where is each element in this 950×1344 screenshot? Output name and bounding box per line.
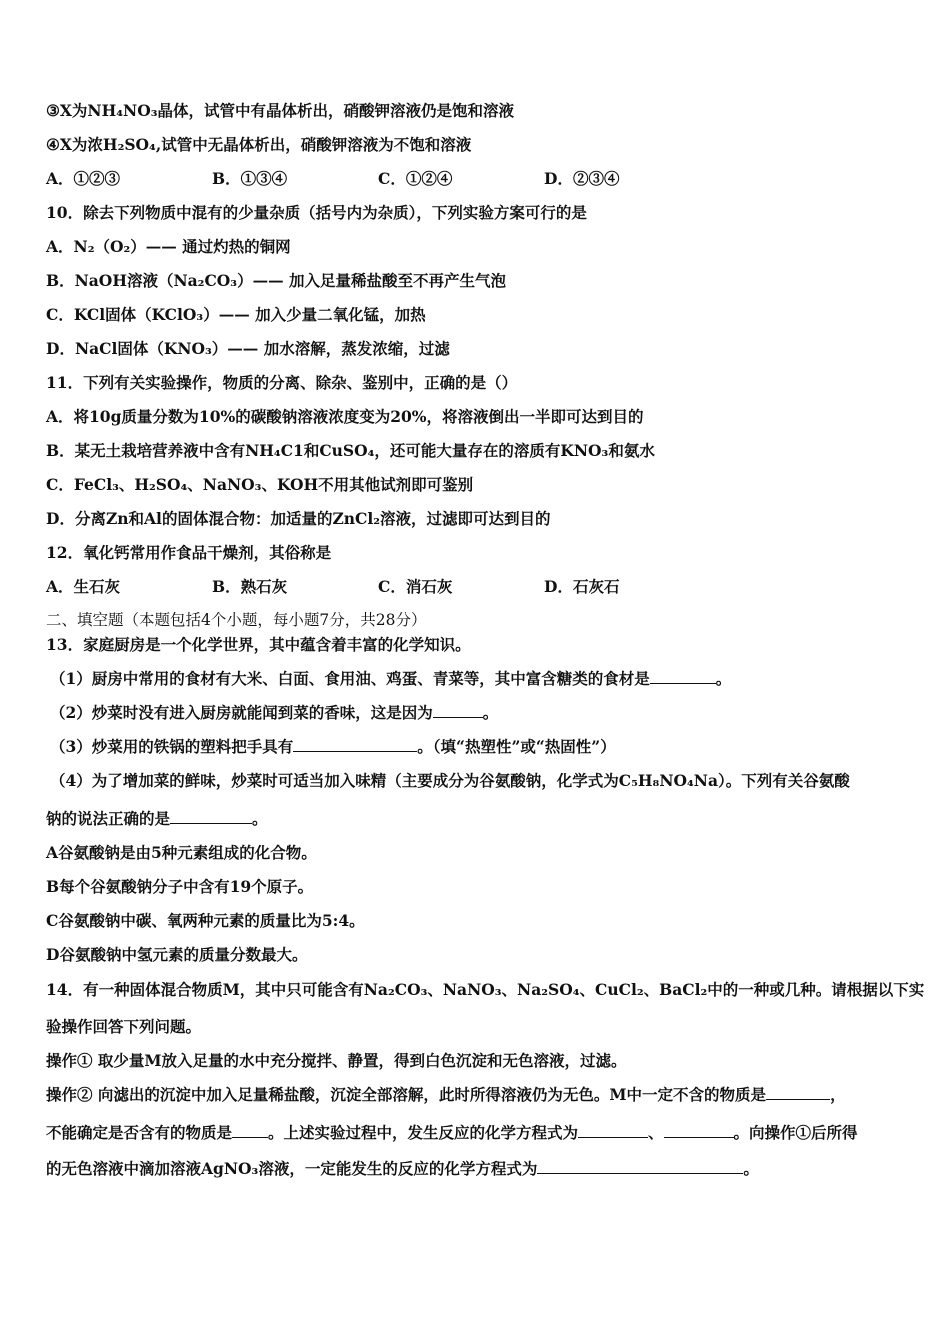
q13-part-1-text: （1）厨房中常用的食材有大米、白面、食用油、鸡蛋、青菜等，其中富含糖类的食材是 bbox=[50, 669, 650, 688]
q9-option-4: ④X为浓H₂SO₄,试管中无晶体析出，硝酸钾溶液为不饱和溶液 bbox=[46, 135, 472, 154]
q13-part-2 bbox=[50, 703, 498, 723]
q14-line-6 bbox=[46, 1159, 759, 1179]
q13-option-b: B每个谷氨酸钠分子中含有19个原子。 bbox=[46, 877, 314, 896]
q13-option-c: C谷氨酸钠中碳、氧两种元素的质量比为5:4。 bbox=[46, 911, 365, 930]
q11-option-d: D．分离Zn和Al的固体混合物：加适量的ZnCl₂溶液，过滤即可达到目的 bbox=[46, 509, 551, 528]
q14-operation-2 bbox=[46, 1085, 846, 1105]
period: 。 bbox=[482, 703, 499, 722]
q11-option-c: C．FeCl₃、H₂SO₄、NaNO₃、KOH不用其他试剂即可鉴别 bbox=[46, 475, 474, 494]
q13-part-2-text: （2）炒菜时没有进入厨房就能闻到菜的香味，这是因为 bbox=[50, 703, 433, 722]
q14-operation-1: 操作① 取少量M放入足量的水中充分搅拌、静置，得到白色沉淀和无色溶液，过滤。 bbox=[46, 1051, 627, 1070]
q14-stem-cont: 验操作回答下列问题。 bbox=[46, 1017, 202, 1036]
q13-part-4-cont bbox=[46, 809, 268, 829]
q9-choice-d: D．②③④ bbox=[544, 169, 620, 188]
q14-line-5 bbox=[46, 1123, 858, 1143]
answer-blank[interactable] bbox=[650, 669, 716, 684]
q10-option-d: D．NaCl固体（KNO₃）—— 加水溶解，蒸发浓缩，过滤 bbox=[46, 339, 450, 358]
q14-stem: 14．有一种固体混合物质M，其中只可能含有Na₂CO₃、NaNO₃、Na₂SO₄、CuCl₂、BaCl₂中的一种或几种。请根据以下实 bbox=[46, 980, 925, 999]
answer-blank[interactable] bbox=[537, 1159, 743, 1174]
q12-choice-a: A．生石灰 bbox=[46, 577, 121, 596]
q13-part-1 bbox=[50, 669, 731, 689]
q10-stem: 10．除去下列物质中混有的少量杂质（括号内为杂质），下列实验方案可行的是 bbox=[46, 203, 587, 222]
q11-stem: 11．下列有关实验操作，物质的分离、除杂、鉴别中，正确的是（） bbox=[46, 373, 518, 392]
period: 。 bbox=[252, 809, 268, 828]
q10-option-c: C．KCl固体（KClO₃）—— 加入少量二氧化锰，加热 bbox=[46, 305, 426, 324]
comma: ， bbox=[830, 1085, 846, 1104]
answer-blank[interactable] bbox=[578, 1123, 648, 1138]
q12-choice-b: B．熟石灰 bbox=[212, 577, 288, 596]
answer-blank[interactable] bbox=[232, 1123, 268, 1138]
q10-option-a: A．N₂（O₂）—— 通过灼热的铜网 bbox=[46, 237, 291, 256]
q14-line-6-text: 的无色溶液中滴加溶液AgNO₃溶液，一定能发生的反应的化学方程式为 bbox=[46, 1159, 538, 1178]
q14-line-5-text: 不能确定是否含有的物质是 bbox=[46, 1123, 233, 1142]
answer-blank[interactable] bbox=[170, 809, 252, 824]
q11-option-b: B．某无土栽培营养液中含有NH₄C1和CuSO₄，还可能大量存在的溶质有KNO₃和氨水 bbox=[46, 441, 655, 460]
q9-choice-a: A．①②③ bbox=[46, 169, 121, 188]
q11-option-a: A．将10g质量分数为10%的碳酸钠溶液浓度变为20%，将溶液倒出一半即可达到目的 bbox=[46, 407, 644, 426]
q12-choice-d: D．石灰石 bbox=[544, 577, 620, 596]
q9-choices bbox=[46, 169, 619, 189]
q10-option-b: B．NaOH溶液（Na₂CO₃）—— 加入足量稀盐酸至不再产生气泡 bbox=[46, 271, 506, 290]
separator: 、 bbox=[648, 1123, 664, 1142]
answer-blank[interactable] bbox=[766, 1085, 830, 1100]
q14-line-5-text-3: 。向操作①后所得 bbox=[733, 1123, 858, 1142]
q9-choice-b: B．①③④ bbox=[212, 169, 288, 188]
q13-part-3-hint: 。（填“热塑性”或“热固性”） bbox=[417, 737, 616, 756]
q13-option-d: D谷氨酸钠中氢元素的质量分数最大。 bbox=[46, 945, 308, 964]
q13-part-3 bbox=[50, 737, 616, 757]
q13-option-a: A谷氨酸钠是由5种元素组成的化合物。 bbox=[46, 843, 317, 862]
section-heading: 二、填空题（本题包括4个小题，每小题7分，共28分） bbox=[46, 611, 427, 629]
period: 。 bbox=[743, 1159, 759, 1178]
answer-blank[interactable] bbox=[293, 737, 417, 752]
q13-stem: 13．家庭厨房是一个化学世界，其中蕴含着丰富的化学知识。 bbox=[46, 635, 471, 654]
q13-part-4-text: 钠的说法正确的是 bbox=[46, 809, 171, 828]
q14-line-5-text-2: 。上述实验过程中，发生反应的化学方程式为 bbox=[268, 1123, 579, 1142]
q12-stem: 12．氧化钙常用作食品干燥剂，其俗称是 bbox=[46, 543, 332, 562]
q12-choices bbox=[46, 577, 619, 597]
period: 。 bbox=[715, 669, 732, 688]
q13-part-4: （4）为了增加菜的鲜味，炒菜时可适当加入味精（主要成分为谷氨酸钠，化学式为C₅H₈NO₄Na）。下列有关谷氨酸 bbox=[50, 771, 850, 790]
q9-option-3: ③X为NH₄NO₃晶体，试管中有晶体析出，硝酸钾溶液仍是饱和溶液 bbox=[46, 101, 514, 120]
q12-choice-c: C．消石灰 bbox=[378, 577, 453, 596]
answer-blank[interactable] bbox=[433, 703, 483, 718]
q9-choice-c: C．①②④ bbox=[378, 169, 453, 188]
q13-part-3-text: （3）炒菜用的铁锅的塑料把手具有 bbox=[50, 737, 294, 756]
q14-operation-2-text: 操作② 向滤出的沉淀中加入足量稀盐酸，沉淀全部溶解，此时所得溶液仍为无色。M中一定不含的物质是 bbox=[46, 1085, 767, 1104]
answer-blank[interactable] bbox=[664, 1123, 734, 1138]
